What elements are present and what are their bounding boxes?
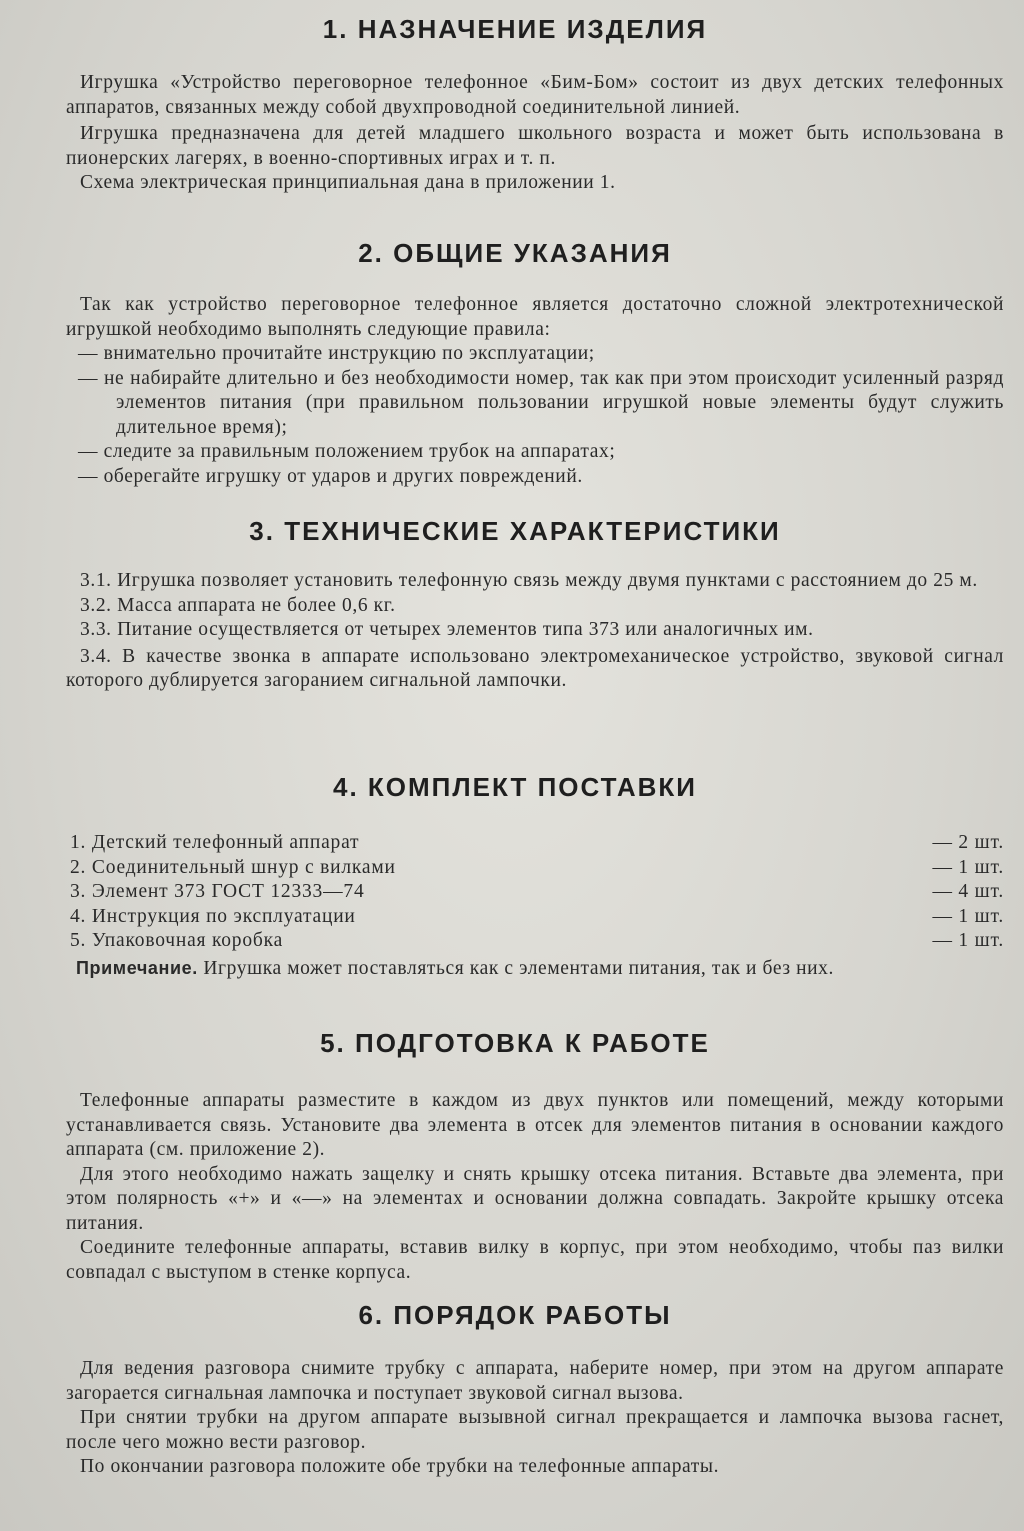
section-title: 1. НАЗНАЧЕНИЕ ИЗДЕЛИЯ <box>322 14 708 44</box>
section-title: 6. ПОРЯДОК РАБОТЫ <box>358 1300 672 1330</box>
section-operation <box>66 1300 1004 1480</box>
note-text: Игрушка может поставляться как с элементами питания, так и без них. <box>203 957 834 979</box>
paragraph: Так как устройство переговорное телефонное является достаточно сложной электротехнической игрушкой необходимо выполнять следующие правила: <box>66 294 1004 340</box>
kit-item-qty: — 1 шт. <box>932 930 1004 951</box>
kit-row <box>70 831 1004 856</box>
paragraph: Для ведения разговора снимите трубку с аппарата, наберите номер, при этом на другом аппарате загорается сигнальная лампочка и поступает звуковой сигнал вызова. <box>66 1358 1004 1404</box>
kit-item-name: 1. Детский телефонный аппарат <box>70 832 360 853</box>
section-title: 5. ПОДГОТОВКА К РАБОТЕ <box>320 1028 710 1058</box>
section-title: 3. ТЕХНИЧЕСКИЕ ХАРАКТЕРИСТИКИ <box>249 516 781 546</box>
spec-item: 3.4. В качестве звонка в аппарате использовано электромеханическое устройство, звуковой сигнал которого дублируется загоранием сигнальной лампочки. <box>66 645 1004 691</box>
kit-item-name: 3. Элемент 373 ГОСТ 12333—74 <box>70 881 365 902</box>
paragraph: Соедините телефонные аппараты, вставив вилку в корпус, при этом необходимо, чтобы паз вилки совпадал с выступом в стенке корпуса. <box>66 1237 1004 1283</box>
kit-row <box>70 880 1004 905</box>
section-preparation <box>66 1028 1004 1285</box>
section-specs <box>66 516 1004 694</box>
section-purpose <box>66 14 1004 196</box>
section-title: 4. КОМПЛЕКТ ПОСТАВКИ <box>333 772 697 802</box>
spec-item: 3.2. Масса аппарата не более 0,6 кг. <box>80 594 396 616</box>
paragraph: При снятии трубки на другом аппарате вызывной сигнал прекращается и лампочка вызова гаснет, после чего можно вести разговор. <box>66 1407 1004 1453</box>
spec-item: 3.1. Игрушка позволяет установить телефонную связь между двумя пунктами с расстоянием до 25 м. <box>80 570 978 591</box>
kit-row <box>70 929 1004 954</box>
kit-item-qty: — 1 шт. <box>932 905 1004 927</box>
section-general <box>66 238 1004 489</box>
kit-row <box>70 905 1004 930</box>
list-item: — оберегайте игрушку от ударов и других повреждений. <box>78 465 583 487</box>
paragraph: Игрушка «Устройство переговорное телефонное «Бим-Бом» состоит из двух детских телефонных аппаратов, связанных между собой двухпроводной соединительной линией. <box>66 72 1004 118</box>
kit-item-qty: — 2 шт. <box>932 832 1004 853</box>
section-title: 2. ОБЩИЕ УКАЗАНИЯ <box>358 238 672 268</box>
list-item: — не набирайте длительно и без необходимости номер, так как при этом происходит усиленный разряд элементов питания (при правильном пользовании игрушкой новые элементы будут служить длительное время); <box>78 367 1004 438</box>
kit-item-name: 4. Инструкция по эксплуатации <box>70 905 356 927</box>
paragraph: Игрушка предназначена для детей младшего школьного возраста и может быть использована в пионерских лагерях, в военно-спортивных играх и т. п. <box>66 123 1004 169</box>
kit-item-qty: — 1 шт. <box>932 856 1004 878</box>
kit-item-qty: — 4 шт. <box>932 881 1004 902</box>
paragraph: Схема электрическая принципиальная дана в приложении 1. <box>80 172 616 193</box>
kit-row <box>70 856 1004 881</box>
spec-item: 3.3. Питание осуществляется от четырех элементов типа 373 или аналогичных им. <box>80 619 814 640</box>
kit-item-name: 2. Соединительный шнур с вилками <box>70 856 396 878</box>
paragraph: Телефонные аппараты разместите в каждом из двух пунктов или помещений, между которыми устанавливается связь. Установите два элемента в отсек для элементов питания в основании каждого аппарата (см. приложение 2). <box>66 1090 1004 1160</box>
section-kit <box>66 772 1004 981</box>
paragraph: Для этого необходимо нажать защелку и снять крышку отсека питания. Вставьте два элемента, при этом полярность «+» и «—» на элементах и основании должна совпадать. Закройте крышку отсека питания. <box>66 1163 1004 1234</box>
list-item: — внимательно прочитайте инструкцию по эксплуатации; <box>78 343 595 364</box>
kit-item-name: 5. Упаковочная коробка <box>70 930 284 951</box>
note <box>66 956 1004 982</box>
note-label: Примечание. <box>76 957 198 978</box>
paragraph: По окончании разговора положите обе трубки на телефонные аппараты. <box>80 1456 720 1477</box>
list-item: — следите за правильным положением трубок на аппаратах; <box>78 441 616 462</box>
